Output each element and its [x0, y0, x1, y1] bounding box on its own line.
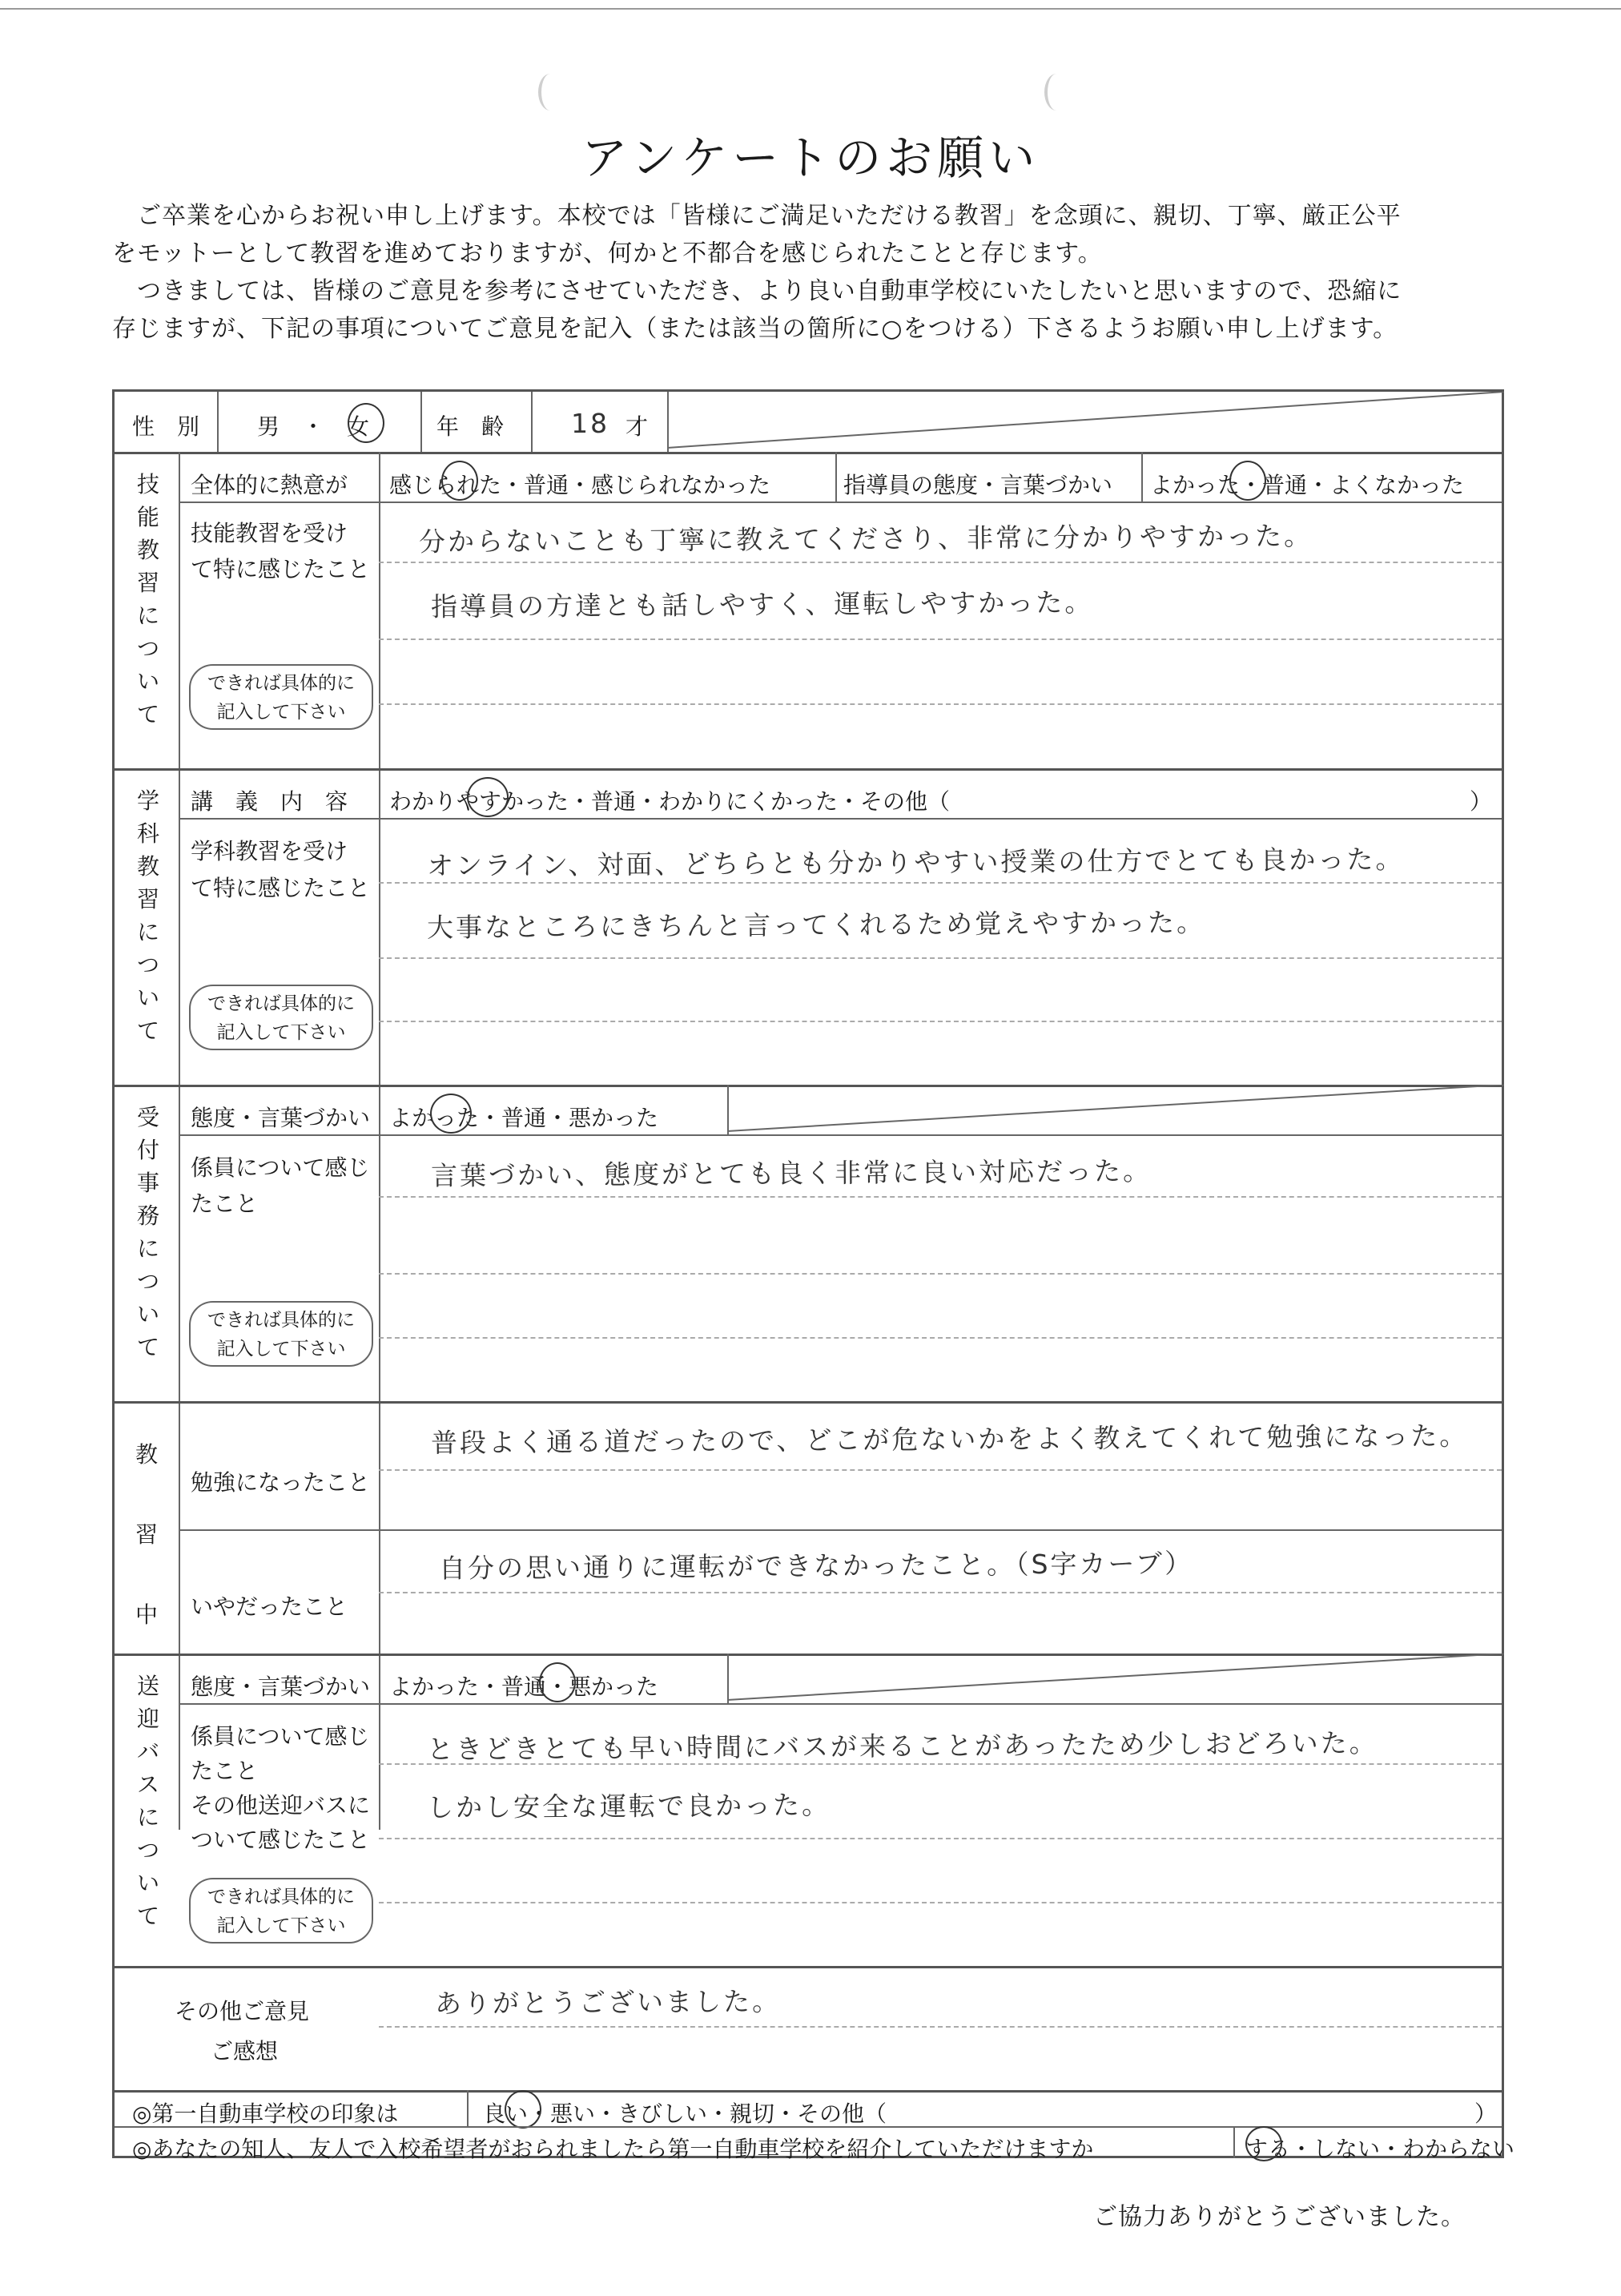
bus-diagonal-rule — [727, 1654, 1504, 1703]
training-disliked-answer: 自分の思い通りに運転ができなかったこと。（S字カーブ） — [438, 1547, 1194, 1585]
section-title-bus: 送 迎 バ ス に つ い て — [136, 1673, 159, 1929]
skill-attitude-label: 指導員の態度・言葉づかい — [843, 472, 1113, 498]
skill-eagerness-label: 全体的に熱意が — [191, 472, 348, 498]
reception-attitude-circle — [430, 1094, 472, 1134]
impression-label: ◎第一自動車学校の印象は — [132, 2101, 399, 2127]
reception-diagonal-rule — [727, 1085, 1504, 1134]
bus-felt-label-4: ついて感じたこと — [191, 1827, 371, 1853]
bus-note: できれば具体的に 記入して下さい — [189, 1878, 373, 1944]
bus-attitude-circle — [539, 1662, 576, 1702]
selected-female-circle — [348, 403, 384, 443]
section-title-reception: 受 付 事 務 に つ い て — [136, 1104, 159, 1360]
impression-close-paren: ） — [1474, 2101, 1498, 2127]
skill-attitude-circle — [1229, 461, 1266, 501]
lecture-close-paren: ） — [1470, 788, 1493, 815]
lecture-felt-label-1: 学科教習を受け — [191, 838, 348, 864]
binder-hole-left — [538, 74, 562, 111]
header-diagonal-rule — [667, 392, 1504, 452]
skill-eagerness-circle — [441, 461, 478, 501]
bus-felt-label-2: たこと — [191, 1758, 259, 1784]
skill-note: できれば具体的に 記入して下さい — [189, 664, 373, 730]
bus-answer-1: ときどきとても早い時間にバスが来ることがあったため少しおどろいた。 — [426, 1726, 1378, 1766]
reception-attitude-options: よかった・普通・悪かった — [389, 1105, 659, 1131]
footer-thanks: ご協力ありがとうございました。 — [1093, 2203, 1466, 2231]
referral-circle — [1245, 2126, 1282, 2161]
section-title-skill: 技 能 教 習 に つ い て — [136, 471, 159, 727]
intro-line-2: をモットーとして教習を進めておりますが、何かと不都合を感じられたことと存じます。 — [112, 240, 1103, 268]
skill-felt-label-1: 技能教習を受け — [191, 520, 348, 546]
impression-options: 良い・悪い・きびしい・親切・その他（ — [483, 2101, 887, 2127]
skill-felt-label-2: て特に感じたこと — [191, 556, 371, 582]
skill-eagerness-options: 感じられた・普通・感じられなかった — [389, 472, 771, 498]
training-learned-label: 勉強になったこと — [191, 1469, 371, 1496]
bus-attitude-options: よかった・普通・悪かった — [389, 1674, 659, 1700]
age-label: 年 齢 — [436, 413, 505, 440]
reception-felt-label-2: たこと — [191, 1190, 259, 1217]
training-disliked-label: いやだったこと — [191, 1593, 348, 1620]
bus-felt-label-3: その他送迎バスに — [191, 1792, 371, 1819]
binder-hole-right — [1044, 74, 1068, 111]
section-title-lecture: 学 科 教 習 に つ い て — [136, 787, 159, 1044]
lecture-content-options: わかりやすかった・普通・わかりにくかった・その他（ — [389, 788, 951, 815]
section-title-training-2: 習 — [135, 1521, 159, 1548]
referral-label: ◎あなたの知人、友人で入校希望者がおられましたら第一自動車学校を紹介していただけますか — [132, 2136, 1094, 2162]
lecture-answer-1: オンライン、対面、どちらとも分かりやすい授業の仕方でとても良かった。 — [426, 843, 1405, 882]
lecture-felt-label-2: て特に感じたこと — [191, 875, 371, 901]
lecture-content-circle — [467, 777, 509, 817]
skill-answer-2: 指導員の方達とも話しやすく、運転しやすかった。 — [430, 586, 1094, 622]
bus-felt-label-1: 係員について感じ — [191, 1723, 370, 1750]
bus-attitude-label: 態度・言葉づかい — [191, 1674, 371, 1700]
intro-line-1: ご卒業を心からお祝い申し上げます。本校では「皆様にご満足いただける教習」を念頭に、親切、丁寧、厳正公平 — [112, 202, 1402, 230]
impression-circle — [505, 2090, 541, 2129]
reception-felt-label-1: 係員について感じ — [191, 1154, 370, 1181]
referral-options: する・しない・わからない — [1245, 2136, 1515, 2162]
reception-answer-1: 言葉づかい、態度がとても良く非常に良い対応だった。 — [430, 1154, 1152, 1192]
sex-options: 男 ・ 女 — [257, 413, 370, 440]
section-title-training-3: 中 — [135, 1601, 159, 1628]
reception-attitude-label: 態度・言葉づかい — [191, 1105, 371, 1131]
training-learned-answer: 普段よく通る道だったので、どこが危ないかをよく教えてくれて勉強になった。 — [430, 1420, 1469, 1459]
age-unit: 才 — [625, 413, 649, 440]
reception-note: できれば具体的に 記入して下さい — [189, 1301, 373, 1367]
lecture-note: できれば具体的に 記入して下さい — [189, 985, 373, 1050]
intro-line-4: 存じますが、下記の事項についてご意見を記入（または該当の箇所に○をつける）下さるようお願い申し上げます。 — [112, 315, 1398, 343]
skill-answer-1: 分からないことも丁寧に教えてくださり、非常に分かりやすかった。 — [418, 520, 1313, 558]
lecture-content-label: 講 義 内 容 — [191, 788, 348, 815]
other-label-2: ご感想 — [211, 2038, 279, 2064]
other-label-1: その他ご意見 — [175, 1998, 310, 2024]
survey-table — [112, 389, 1515, 2162]
intro-line-3: つきましては、皆様のご意見を参考にさせていただき、より良い自動車学校にいたしたいと思いますので、恐縮に — [112, 277, 1402, 305]
age-value: 18 — [570, 407, 610, 440]
section-title-training-1: 教 — [135, 1441, 159, 1468]
skill-attitude-options: よかった・普通・よくなかった — [1150, 472, 1465, 498]
bus-answer-2: しかし安全な運転で良かった。 — [426, 1789, 831, 1823]
lecture-answer-2: 大事なところにきちんと言ってくれるため覚えやすかった。 — [426, 906, 1206, 944]
page-top-rule — [0, 8, 1621, 10]
page-title: アンケートのお願い — [581, 131, 1040, 185]
sex-label: 性 別 — [132, 413, 200, 440]
other-answer: ありがとうございました。 — [434, 1985, 782, 2020]
